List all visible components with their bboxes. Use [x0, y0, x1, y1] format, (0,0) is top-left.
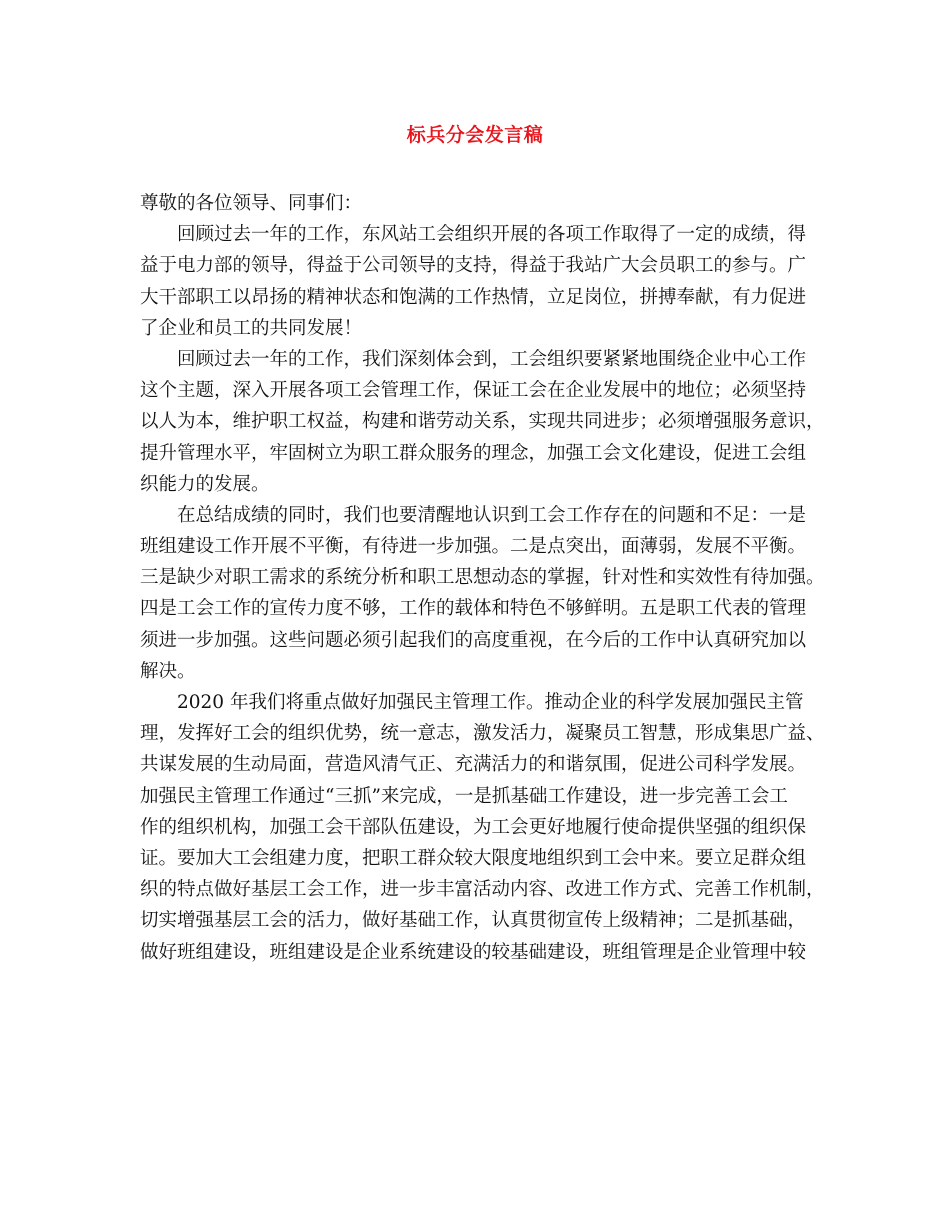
body-line: 提升管理水平，牢固树立为职工群众服务的理念，加强工会文化建设，促进工会组 [140, 442, 807, 464]
body-line: 作的组织机构，加强工会干部队伍建设，为工会更好地履行使命提供坚强的组织保 [140, 816, 807, 838]
body-line: 班组建设工作开展不平衡，有待进一步加强。二是点突出，面薄弱，发展不平衡。 [140, 536, 807, 558]
document-title: 标兵分会发言稿 [406, 124, 544, 146]
body-line: 以人为本，维护职工权益，构建和谐劳动关系，实现共同进步；必须增强服务意识， [140, 411, 825, 433]
body-line: 理，发挥好工会的组织优势，统一意志，激发活力，凝聚员工智慧，形成集思广益、 [140, 723, 825, 745]
body-line: 织的特点做好基层工会工作，进一步丰富活动内容、改进工作方式、完善工作机制， [140, 879, 825, 901]
body-line: 这个主题，深入开展各项工会管理工作，保证工会在企业发展中的地位；必须坚持 [140, 380, 807, 402]
body-line: 大干部职工以昂扬的精神状态和饱满的工作热情，立足岗位，拼搏奉献，有力促进 [140, 286, 807, 308]
body-line: 切实增强基层工会的活力，做好基础工作，认真贯彻宣传上级精神；二是抓基础， [140, 910, 807, 932]
body-line: 须进一步加强。这些问题必须引起我们的高度重视，在今后的工作中认真研究加以 [140, 629, 807, 651]
body-line: 做好班组建设，班组建设是企业系统建设的较基础建设，班组管理是企业管理中较 [140, 941, 807, 963]
body-line: 三是缺少对职工需求的系统分析和职工思想动态的掌握，针对性和实效性有待加强。 [140, 567, 825, 589]
body-line: 回顾过去一年的工作，东风站工会组织开展的各项工作取得了一定的成绩，得 [177, 224, 807, 246]
body-line: 了企业和员工的共同发展！ [140, 317, 363, 339]
body-line: 解决。 [140, 660, 196, 682]
body-line: 在总结成绩的同时，我们也要清醒地认识到工会工作存在的问题和不足：一是 [177, 504, 807, 526]
body-line: 共谋发展的生动局面，营造风清气正、充满活力的和谐氛围，促进公司科学发展。 [140, 754, 807, 776]
body-line: 织能力的发展。 [140, 473, 270, 495]
body-line: 回顾过去一年的工作，我们深刻体会到，工会组织要紧紧地围绕企业中心工作 [177, 348, 807, 370]
body-line: 四是工会工作的宣传力度不够，工作的载体和特色不够鲜明。五是职工代表的管理 [140, 598, 807, 620]
body-line: 加强民主管理工作通过“三抓”来完成，一是抓基础工作建设，进一步完善工会工 [140, 785, 788, 807]
body-line: 证。要加大工会组建力度，把职工群众较大限度地组织到工会中来。要立足群众组 [140, 847, 807, 869]
body-line: 2020 年我们将重点做好加强民主管理工作。推动企业的科学发展加强民主管 [177, 692, 804, 713]
body-line: 益于电力部的领导，得益于公司领导的支持，得益于我站广大会员职工的参与。广 [140, 255, 807, 277]
salutation: 尊敬的各位领导、同事们： [140, 193, 363, 214]
document-body [140, 188, 825, 968]
